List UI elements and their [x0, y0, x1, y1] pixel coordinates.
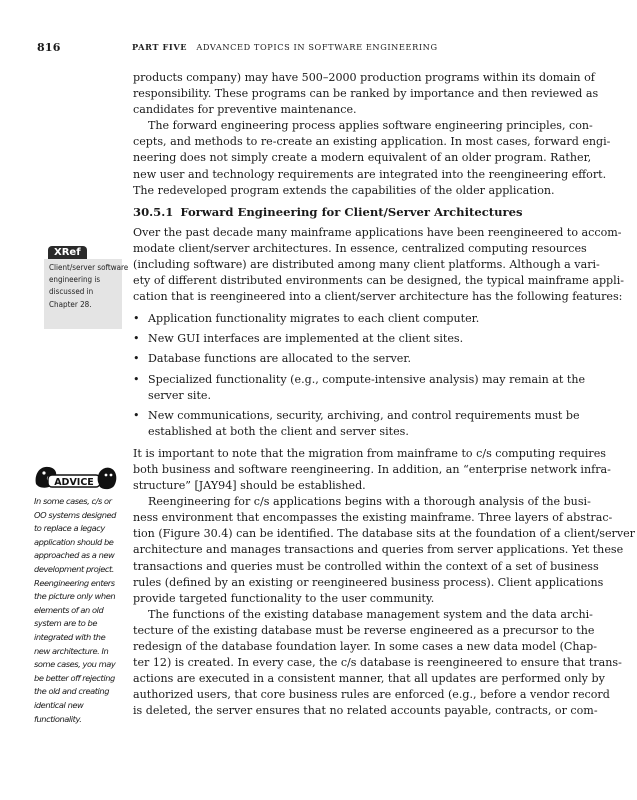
- advice-line: elements of an old: [34, 604, 104, 615]
- xref-line: Client/server software: [49, 263, 129, 272]
- advice-line: the picture only when: [34, 591, 116, 602]
- text-line: tion (Figure 30.4) can be identified. The database sits at the foundation of a client/server: [133, 527, 635, 541]
- bullet-icon: •: [133, 408, 140, 422]
- bullet-icon: •: [133, 332, 140, 346]
- paragraph-4: [133, 446, 611, 494]
- xref-box: [44, 259, 129, 329]
- text-line: (including software) are distributed among many client platforms. Although a vari-: [133, 257, 600, 271]
- paragraph-1: [133, 70, 599, 118]
- text-line: provide targeted functionality to the user community.: [133, 591, 435, 605]
- text-line: redesign of the database foundation layer. In some cases a new data model (Chap-: [133, 640, 598, 653]
- text-line: cepts, and methods to re-create an existing application. In most cases, forward engi-: [133, 135, 611, 149]
- text-line: authorized users, that core business rules are enforced (e.g., before a vendor record: [133, 688, 610, 702]
- advice-line: OO systems designed: [34, 509, 116, 520]
- text-line: new user and technology requirements are integrated into the reengineering effort.: [133, 167, 607, 181]
- paragraph-6: [133, 607, 622, 720]
- part-title: ADVANCED TOPICS IN SOFTWARE ENGINEERING: [196, 42, 438, 52]
- paragraph-2: [133, 118, 611, 198]
- text-line: is deleted, the server ensures that no related accounts payable, contracts, or com-: [133, 704, 598, 718]
- text-line: Application functionality migrates to each client computer.: [148, 312, 480, 326]
- list-item: [133, 311, 552, 327]
- text-line: It is important to note that the migration from mainframe to c/s computing requires: [133, 446, 606, 460]
- text-line: architecture and manages transactions and queries from server applications. Yet these: [133, 543, 624, 557]
- text-line: responsibility. These programs can be ranked by importance and then reviewed as: [133, 87, 599, 101]
- advice-line: Reengineering enters: [34, 577, 115, 588]
- running-head: [132, 42, 438, 52]
- text-line: structure” [JAY94] should be established.: [133, 479, 366, 493]
- section-heading: [133, 204, 552, 222]
- part-label: PART FIVE: [132, 42, 188, 52]
- xref-sidebar-note: [44, 240, 129, 329]
- advice-line: integrated with the: [34, 631, 106, 642]
- text-line: rules (defined by an existing or reengineered business process). Client applications: [133, 575, 604, 589]
- xref-badge: XRef: [48, 246, 87, 259]
- list-item: [133, 331, 552, 347]
- feature-list: [133, 311, 586, 440]
- xref-line: discussed in: [49, 287, 94, 297]
- advice-line: identical new: [34, 699, 84, 710]
- advice-line: new architecture. In: [34, 645, 109, 656]
- advice-line: application should be: [34, 536, 114, 547]
- text-line: neering does not simply create a modern equivalent of an older program. Rather,: [133, 151, 592, 165]
- text-line: cation that is reengineered into a client/server architecture has the following features:: [133, 290, 623, 304]
- advice-mascot-icon: [34, 462, 118, 492]
- advice-icon: [34, 462, 124, 492]
- text-line: Reengineering for c/s applications begins with a thorough analysis of the busi-: [148, 495, 591, 509]
- advice-line: some cases, you may: [34, 659, 116, 670]
- text-line: established at both the client and server sites.: [148, 424, 409, 438]
- text-line: server site.: [148, 388, 212, 402]
- bullet-icon: •: [133, 312, 140, 326]
- text-line: modate client/server architectures. In essence, centralized computing resources: [133, 241, 587, 255]
- text-line: The redeveloped program extends the capabilities of the older application.: [133, 183, 555, 197]
- section-number: 30.5.1: [133, 204, 174, 219]
- text-line: products company) may have 500–2000 production programs within its domain of: [133, 71, 595, 84]
- text-line: actions are executed in a consistent manner, that all updates are performed only by: [133, 672, 605, 686]
- advice-line: functionality.: [34, 713, 82, 724]
- bullet-icon: •: [133, 352, 140, 366]
- text-line: tecture of the existing database must be reverse engineered as a precursor to the: [133, 623, 595, 637]
- advice-sidebar-note: [34, 462, 124, 726]
- text-line: candidates for preventive maintenance.: [133, 103, 357, 117]
- list-item: [133, 351, 552, 367]
- advice-line: development project.: [34, 563, 114, 574]
- list-item: [133, 408, 580, 440]
- paragraph-5: [133, 494, 635, 607]
- text-line: transactions and queries must be controlled within the context of a set of business: [133, 559, 599, 573]
- text-line: ness environment that encompasses the existing mainframe. Three layers of abstrac-: [133, 511, 613, 525]
- xref-line: engineering is: [49, 275, 101, 285]
- bullet-icon: •: [133, 372, 140, 386]
- text-line: The forward engineering process applies software engineering principles, con-: [148, 119, 593, 133]
- text-line: both business and software reengineering. In addition, an “enterprise network infra-: [133, 462, 611, 476]
- text-line: Over the past decade many mainframe applications have been reengineered to accom-: [133, 225, 622, 239]
- paragraph-3: [133, 225, 624, 305]
- advice-label: ADVICE: [54, 476, 94, 488]
- advice-line: system are to be: [34, 618, 98, 629]
- text-line: Database functions are allocated to the server.: [148, 352, 411, 366]
- xref-line: Chapter 28.: [49, 299, 92, 309]
- advice-line: to replace a legacy: [34, 523, 105, 534]
- main-text-column: [133, 70, 635, 719]
- advice-text: [34, 495, 124, 726]
- text-line: New communications, security, archiving, and control requirements must be: [148, 408, 580, 422]
- advice-line: be better off rejecting: [34, 672, 115, 683]
- text-line: ety of different distributed environments can be designed, the typical mainframe appli-: [133, 274, 624, 288]
- section-title: Forward Engineering for Client/Server Architectures: [180, 204, 523, 219]
- list-item: [133, 372, 586, 404]
- text-line: ter 12) is created. In every case, the c/s database is reengineered to ensure that trans-: [133, 656, 622, 670]
- advice-line: In some cases, c/s or: [34, 496, 112, 506]
- text-line: The functions of the existing database management system and the data archi-: [148, 607, 593, 621]
- advice-line: the old and creating: [34, 686, 110, 697]
- advice-line: approached as a new: [34, 550, 115, 561]
- text-line: Specialized functionality (e.g., compute-intensive analysis) may remain at the: [148, 372, 586, 386]
- page-number: 816: [37, 41, 61, 54]
- text-line: New GUI interfaces are implemented at the client sites.: [148, 332, 464, 346]
